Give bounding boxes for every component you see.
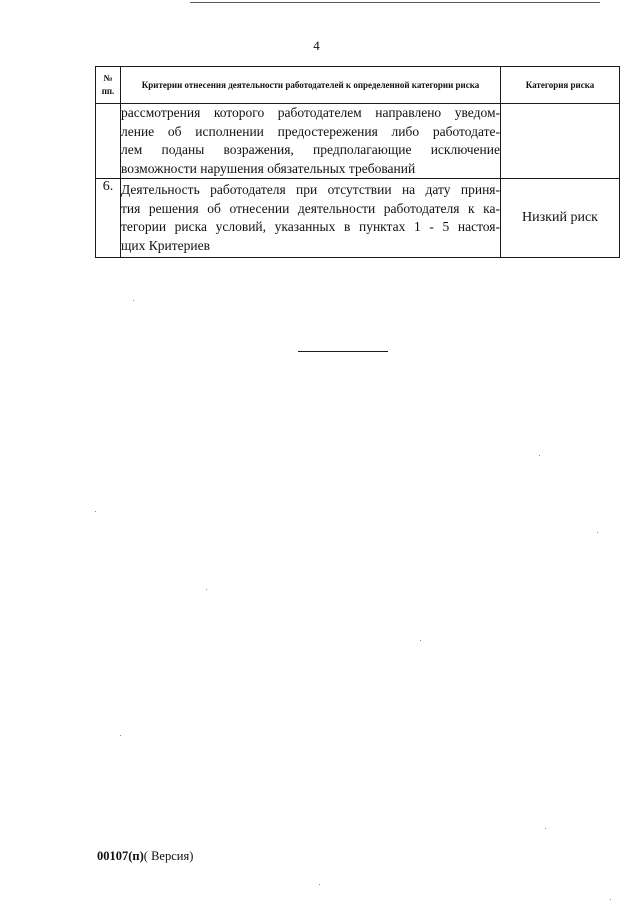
- header-number: [96, 67, 121, 104]
- top-edge-line: [190, 2, 600, 3]
- row-criteria-cell: [121, 104, 501, 179]
- scan-speck: [95, 511, 96, 512]
- header-number-abbr: пп.: [101, 86, 115, 96]
- end-of-document-line: [298, 351, 388, 352]
- scan-speck: [120, 735, 121, 736]
- header-number-symbol: №: [103, 73, 113, 83]
- page-number: 4: [313, 38, 320, 53]
- table-row: [96, 104, 620, 179]
- criteria-text-line: тегории риска условий, указанных в пунктах 1 - 5 настоя-: [121, 219, 500, 234]
- criteria-text-line: возможности нарушения обязательных требований: [121, 160, 416, 176]
- row-number-cell: 6.: [96, 179, 121, 258]
- scan-speck: [206, 589, 207, 590]
- header-category: Категория риска: [501, 67, 620, 104]
- scan-speck: [133, 300, 134, 301]
- row-category-cell: [501, 104, 620, 179]
- criteria-text-line: Деятельность работодателя при отсутствии на дату приня-: [121, 182, 500, 197]
- criteria-text-line: ление об исполнении предостережения либо работодате-: [121, 123, 500, 139]
- criteria-table: [95, 66, 620, 258]
- scan-speck: [610, 899, 611, 900]
- scan-speck: [319, 884, 320, 885]
- criteria-text-line: щих Критериев: [121, 237, 210, 253]
- document-code-number: 00107(п): [97, 849, 144, 863]
- row-category-cell: Низкий риск: [501, 179, 620, 258]
- document-code: [97, 849, 193, 864]
- table-header-row: [96, 67, 620, 104]
- row-number-cell: [96, 104, 121, 179]
- criteria-text-line: рассмотрения которого работодателем направлено уведом-: [121, 105, 500, 120]
- scan-speck: [420, 640, 421, 641]
- table-row: [96, 179, 620, 258]
- criteria-text-line: тия решения об отнесении деятельности работодателя к ка-: [121, 200, 500, 216]
- scan-speck: [545, 828, 546, 829]
- scan-speck: [597, 532, 598, 533]
- row-criteria-cell: [121, 179, 501, 258]
- scan-speck: [539, 455, 540, 456]
- criteria-text-line: лем поданы возражения, предполагающие исключение: [121, 142, 500, 157]
- header-criteria: Критерии отнесения деятельности работодателей к определенной категории риска: [121, 67, 501, 104]
- document-code-version: ( Версия): [143, 849, 194, 863]
